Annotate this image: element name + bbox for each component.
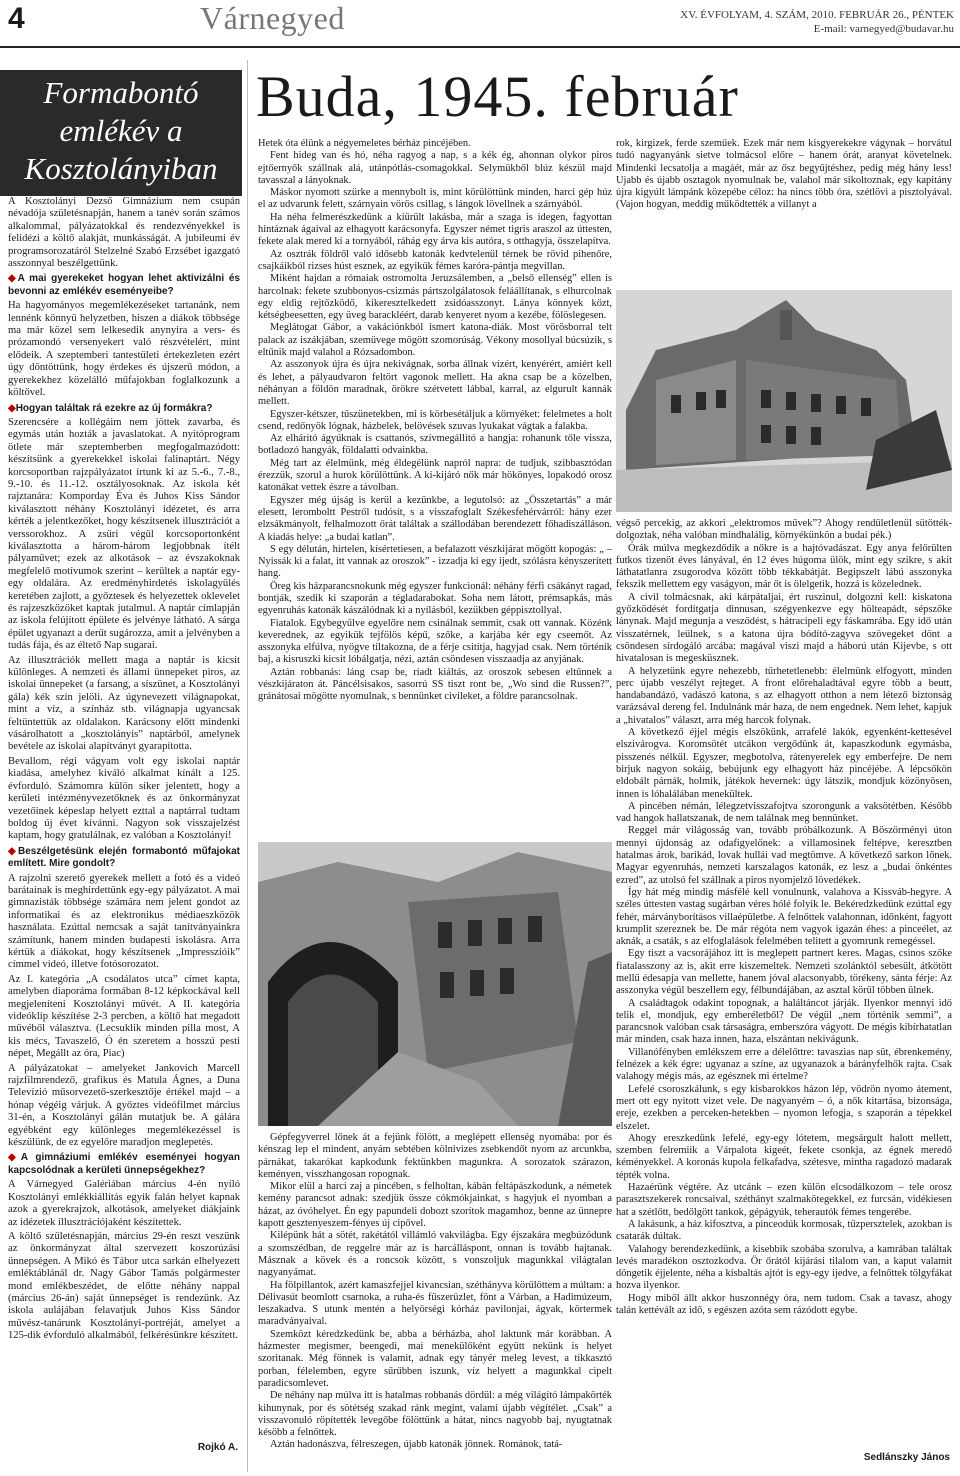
article-headline: Buda, 1945. február xyxy=(256,64,739,129)
sidebar-title-line-1: Formabontó xyxy=(43,75,199,110)
article-paragraph: De néhány nap múlva itt is hatalmas robbanás dördül: a még világító lámpakörték kihunynak, por és sötétség szakad ránk megint, valami újabb végítélet. „Csak” a visszavonuló röpítették levegőbe fölöttünk a hátat, nincs nagyobb baj, nyugtatnak késöbb a felnőttek. xyxy=(258,1390,612,1439)
answer-3c: A pályázatokat – amelyeket Jankovich Marcell rajzfilmrendező, grafikus és Matula Ágnes, a Duna Televízió műsorvezető-szerkesztője értékel majd – a hónap végéig várjuk. A győztes videófilmet március 31-én, a Kosztolányi gálán mutatjuk be. A gálára egyébként egy különleges megemlékezéssel is készülünk, de ez egyelőre maradjon meglepetés. xyxy=(8,1062,240,1149)
article-column-1 xyxy=(258,138,612,838)
article-paragraph: Órák múlva megkezdődik a nőkre is a hajtóvadászat. Egy anya felőrülten futkos tizenöt éves lányával, én 12 éves húgoma ülök, mint egy szikre, s akit láthatatlanra zsugorodva között több tékkabátját. Begipszelt lábú asszonyka fekszik mellettem egy vaságyon, már őt is ölelgetik, hozzá is közelednek. xyxy=(616,542,952,591)
article-paragraph: Egy tiszt a vacsorájához itt is meglepett partnert keres. Magas, csinos szőke fiatalasszony az is, akit erre kiszemeltek. Nemzeti szolánktól sebesült, átkötött mellű édesapja van mellette, hanem jóval alacsonyabb, törékeny, sánta férje: Az asszonyka végül beszellem egy, félbundájában, az asztal körül többen ülnek. xyxy=(616,948,952,997)
article-column-2-top xyxy=(616,138,952,288)
article-paragraph: Fiatalok. Egybegyűlve egyelőre nem csinálnak semmit, csak ott vannak. Közénk keverednek, az egyikük tejfölös képű, szőke, a karjába kér egy cseemőt. Az asszonyka elfúlva, nyögve tiltakozna, de a férje csitítja, hagyjad csak. Nem történik baj, a kisruszki kicsit lóbálgatja, nézi, aztán csöndesen visszaadja az anyjának. xyxy=(258,617,612,666)
article-author: Sedlánszky János xyxy=(863,1452,950,1463)
article-paragraph: Egyszer-kétszer, tűszünetekben, mi is körbesétáljuk a környéket: felelmetes a holt csend, redőnyök lógnak, házbelek, belövések szuvas lyukakat vágtak a falakba. xyxy=(258,408,612,432)
article-paragraph: Aztán hadonászva, félreszegen, újabb katonák jönnek. Románok, tatá- xyxy=(270,1439,563,1451)
paper-name: Várnegyed xyxy=(200,0,345,36)
article-paragraph: Szemközt kéredzkedünk be, abba a bérházba, ahol laktunk már korábban. A házmester megismer, beengedi, mai menekülőként együtt nekünk is helyet szoritanak. Még fönnek is valamit, adnak egy tányér meleg levest, a tikkasztó porban, félelemben, egyre sűrűbben iszunk, víz helyett a magunkkal cipelt paradicsomlevet. xyxy=(258,1328,612,1389)
photo-ruined-arcade xyxy=(258,842,612,1126)
article-paragraph: Kilépünk hát a sötét, rakétától villámló vakvilágba. Egy éjszakára megbúzódunk a szomszédban, de reggelre már az is harcálláspont, onnan is tovább hajtanak. Másznak a kövek és a roncsok között, s vonszoljuk magunkkal világtalan nagyanyámat. xyxy=(258,1230,612,1279)
article-paragraph: A következő éjjel mégis elszökünk, arrafelé lakók, egyenként-kettesével elszivárogva. Koromsötét utcákon vergődünk át, kapaszkodunk egymásba, pisszenés nélkül. Egyszer, megbotolva, rátenyerelek egy emberfejre. De nem birjuk nagyon sokáig, bebújunk egy elhagyott ház pincéjébe. A lépcsőkön eldobált párnák, holmik, játékok hevernek: úgy látszik, mondjuk közönyösen, innen is lóhalálában menekültek. xyxy=(616,727,952,800)
article-paragraph: Meglátogat Gábor, a vakációnkból ismert katona-diák. Most vörösborral telt palack az iszákjában, szemüvege mögött szomorúság. Vékony mosollyal búcsúzik, s eltűnik majd valahol a Rózsadombon. xyxy=(258,322,612,359)
answer-3a: A rajzolni szerető gyerekek mellett a fotó és a videó barátainak is meghirdettünk egy-egy pályázatot. A mai gimnazisták többsége számára nem jelent gondot az informatikai és az elektronikus médiaeszközök használata. Ezúttal nemcsak a saját tanítványainkra számítunk, hanem minden budapesti iskolásra. Arra kértük a diákokat, hogy készítsenek „Impresszióik” címmel videó, illetve fotósorozatot. xyxy=(8,872,240,971)
article-paragraph: Fent hideg van és hó, néha ragyog a nap, s a kék ég, ahonnan olykor piros ejtőernyők szállnak alá, utánpótlás-csomagokkal. Selymükből blúz készül majd tavasszal a lányoknak. xyxy=(258,150,612,186)
article-paragraph: Még tart az élelmünk, még éldegélünk napról napra: de tudjuk, szibbasztódan érezzük, szorul a hurok körülöttünk. A ki-kijáró nők már hökönyes, lopakodó orosz katonákat vettek észre a távolban. xyxy=(258,457,612,494)
article-paragraph: Aztán robbanás: láng csap be, riadt kiáltás, az oroszok sebesen eltűnnek a vészkijáraton át. Páncélsisakos, sasorrú SS tiszt ront be, „Wo sind die Russen?”, gránátosai mögötte nyomulnak, s bennünket civileket, a földre parancsolnak. xyxy=(258,666,612,703)
answer-2a: Szerencsére a kollégáim nem jöttek zavarba, és egymás után hozták a javaslatokat. A nyitóprogram ötlete már szeptemberben megfogalmazódott: készítsünk a gyerekekkel iskolai falinaptárt. Négy korcsoportban rajzpályázatot írtunk ki az 5.-6., 7.-8., 9.-10. és 11.-12. osztályosoknak. Az iskola két rajztanára: Komporday Éva és Juhos Kiss Sándor kiválasztott néhány Kosztolányi idézetet, és arra kérték a jelentkezőket, hogy készítsenek illusztrációt a verssorokhoz. A zsűri végül korcsoportonként kiválasztotta a három-három legjobbnak ítélt pályaművet; ezek az alkotások – az évszakoknak megfelelő motívumok szerint – kerültek a naptár egy-egy oldalára. Az eredményhirdetés iskolagyűlés keretében zajlott, a győztesek és helyezettek oklevelet és rajzeszközöket kaptak jutalmul. A naptár címlapján az iskola felújított épülete és jelvénye látható. A sárga épület ugyanazt a derűt sugározza, amit a jelvényben a tudás fája, és az éltető Nap sugarai. xyxy=(8,416,240,652)
sidebar-title xyxy=(0,70,242,196)
article-paragraph: Így hát még mindig másfélé kell vonulnunk, valahova a Kissváb-hegyre. A széles úttesten vastag sugárban véres hólé folyik le. Bekéredzkedünk ezúttal egy fehér, márványborításos villaépületbe. A felnőttek valahonnan, időnként, fagyott krumplit szereznek be. De már régóta nem vagyok igazán éhes: a pinceélet, az aknák, a csaták, s az elfoglalások felelmében telitett a gyomrunk remegéssel. xyxy=(616,886,952,948)
article-paragraph: Lefelé csoroszkálunk, s egy kisbarokkos házon lép, vödrön nyomo átement, mert ott egy nyitott vizet vele. De nagyanyém – ó, a nők kitartása, bizonsága, ereje, ezekben a perceken-hetekben – nyomon lefogja, s szaporán a tépekkel elszelet. xyxy=(616,1083,952,1132)
article-paragraph: Miként hajdan a rómaiak ostromolta Jeruzsálemben, a „belső ellenség” ellen is harcolnak: fekete szubbonyos-csizmás pártszolgálatosok feláállítanak, s elhurcolnak egy eldig rejtőzködő, kikeresztelkedett zsidóasszonyt. Lánya könnyek közt, kétségbeesetten, egy üveg barackléért, darab kenyeret nyom a kezébe, fölöslegesen. xyxy=(258,273,612,322)
sidebar-signature: Rojkó A. xyxy=(197,1442,238,1453)
article-paragraph: Ha fölpillantok, azért kamaszfejjel kivancsian, széthányva körülöttem a múltam: a Délivasút beomlott csarnoka, a ruha-és fűszerüzlet, fönt a Várban, a Hadimúzeum, leszakadva. S utunk mentén a helyörségi kórház pavilonjai, ágyak, körtermek maradványaival. xyxy=(258,1279,612,1328)
article-paragraph: A családtagok odakint topognak, a haláltáncot járják. Ilyenkor mennyi idő telik el, mondjuk, egy emberéletből? De végül „nem történik semmi”, a parancsnok valóban csak társaságra, emberszóra vágyott. De mégis kibírhatatlan már minden, csak haza innen, haza, elszántan nekivágunk. xyxy=(616,997,952,1046)
article-paragraph: rok, kirgizek, ferde szeműek. Ezek már nem kisgyerekekre vágynak – horvátul tudó nagyanyánk sietve tolmácsol előre – hanem órát, aranyat követelnek. Mindenki lecsatolja a magáét, már az ősz begyűjtéshez, pedig még hány less! Ujabb és újabb osztagok nyomulnak be, valahol már sikoltoznak, egy kapitány újra kigyúlt lámpánk közepébe céloz: ha nincs több óra, szétlövi a pisztolyával. (Vajon hogyan, meddig működtették a villanyt a xyxy=(616,138,952,211)
sidebar-title-line-3: Kosztolányiban xyxy=(24,151,218,186)
question-1: ◆ A mai gyerekeket hogyan lehet aktivizálni és bevonni az emlékév eseményeibe? xyxy=(8,273,240,298)
sidebar-title-line-2: emlékév a xyxy=(59,113,183,148)
article-paragraph: Valahogy berendezkedünk, a kisebbik szobába szorulva, a kamrában találtak levés maradékon osztozkodva. Ör őrától kijárási tilalom van, a kaput valamit döngetik éjjelente, néha a kisbaltás ajtót is egy-egy ijedve, a felnőttek tölgyfákat hozva ilyenkor. xyxy=(616,1243,952,1292)
article-column-1-bottom xyxy=(258,1132,612,1468)
article-paragraph: Gépfegyverrel lőnek át a fejünk fölött, a meglépett ellenség nyomába: por és kénszag lep el mindent, anyám sebtében kölnivizes zsebkendőt nyom az arcunkba, párnákat, takarókat kapkodunk fektünkben magunkra. A sorozatok szárazon, keményen, visszhangosan ropognak. xyxy=(258,1132,612,1180)
masthead xyxy=(0,0,960,48)
article-paragraph: S egy délután, hirtelen, kísértetiesen, a befalazott vészkijárat mögött kopogás: „ – Nyissák ki a falat, itt vannak az oroszok” - izzadja ki egy ijedt, szólásra kényszerített hang. xyxy=(258,543,612,580)
question-3: ◆ Beszélgetésünk elején formabontó műfajokat említett. Mire gondolt? xyxy=(8,846,240,871)
column-divider xyxy=(247,60,248,1472)
answer-2b: Az illusztrációk mellett maga a naptár is kicsit különleges. A nemzeti és állami ünnepeket piros, az iskolai ünnepeket (a farsang, a síszünet, a Kosztolányi gála) kék szín jelöli. Az úgynevezett világnapokat, mint a víz, a színház stb. világnapja ugyancsak feltüntettük az oldalakon. Karácsony előtt mindenki vásárolhatott a „kosztolányis” naptárból, amelynek bevétele az iskolai alapítványt gyarapította. xyxy=(8,654,240,753)
article-paragraph: Mikor elül a harci zaj a pincében, s felholtan, kábán feltápászkodunk, a németek kemény parancsot adnak: szedjük össze cókmókjainkat, s hagyjuk el nyomban a házat, az óvóhelyet. Én egy papundeli dobozt szorítok magamhoz, benne az ünnepre kapott gesztenyeszem-fényes új cipővel. xyxy=(258,1181,612,1230)
article-paragraph: A lakásunk, a ház kifosztva, a pinceodúk kormosak, tűzpersztelek, azokban is csatarák dúltak. xyxy=(616,1218,952,1243)
answer-4b: A költő születésnapján, március 29-én reszt veszünk az önkormányzat által szervezett koszorúzási ünnepségen. A Mikó és Tábor utca sarkán elhelyezett emléktáblánál dr. Nagy Gábor Tamás polgármester mond emlékbeszédet, de előtte néhány nappal (március 26-án) saját ünnepséget is rendezünk. Az iskola aulájában felavatjuk Juhos Kiss Sándor művész-tanárunk Kosztolányi-portréját, amelyet a 125-dik évforduló alkalmából, felkérésünkre készített. xyxy=(8,1230,240,1342)
article-paragraph: A civil tolmácsnak, aki kárpátaljai, ért ruszinul, dolgozni kell: kiskatona győzködését fordítgatja dinnusan, szégyenkezve egy hölteapádt, sépszőke lánynak. Majd megunja a vesződést, s hátracipeli egy fáskamrába. Egy idő után visszatérnek, leülnek, s a katona újra bódító-zagyva szövegeket dönt a csöndesen sírdogáló arcába: magával viszi majd a háború után Kijevbe, s ott hivatalosan is megesküsznek. xyxy=(616,591,952,665)
issue-line: XV. ÉVFOLYAM, 4. SZÁM, 2010. FEBRUÁR 26., PÉNTEK xyxy=(680,9,954,21)
article-paragraph: Ha néha felmerészkedünk a kiürült lakásba, már a szaga is idegen, fagyottan hintáznak ágaival az elhagyott karácsonyfa. Egyszer német tigris araszol az úttesten, fekete alak mered ki a tornyából, ráhág egy árva kis autóra, s otthagyja, összelapítva. xyxy=(258,211,612,248)
article-paragraph: A pincében némán, lélegzetvisszafojtva szorongunk a vaksötétben. Később vad hangok hallatszanak, de nem találnak meg bennünket. xyxy=(616,800,952,825)
masthead-rule xyxy=(0,46,960,48)
sidebar-intro: A Kosztolányi Dezső Gimnázium nem csupán névadója születésnapján, hanem a tanév során számos alkalommal, pályázatokkal és rendezvényekkel is felidézi a költő alakját, munkásságát. A jubileumi év programsorozatáról Stelzelné Szabó Erzsébet igazgató asszonnyal beszélgettünk. xyxy=(8,196,240,270)
article-paragraph: A helyzetünk egyre nehezebb, tűrhetetlenebb: élelmünk elfogyott, minden perc újabb veszélyt rejteget. A front előrehaladtával egyre több a beutt, handabandázó, vadászó katona, s az elhagyott otthon a nem létező biztonság varázsával dereng fel. Indulnánk már haza, de nem engednek. Nem lehet, kapjuk a „hivatalos” választ, arra még harcok folynak. xyxy=(616,665,952,726)
article-paragraph: Hetek óta élünk a négyemeletes bérház pincéjében. xyxy=(258,138,471,149)
sidebar-text xyxy=(8,196,240,1345)
article-paragraph: Reggel már világosság van, tovább próbálkozunk. A Böszörményi úton mennyi újdonság az odafigyelőnek: a villamosinek feltépve, keresztben hatalmas árok, barikád, lovak hullái vad megtömve. A következő sarkon lőnek. Magyar egyenruhás, nemzeti karszalagos katonák, ez lesz a „budai önkéntes ezred”, az utolsó fel szállnak a piros nyomjelző lövedékek. xyxy=(616,825,952,886)
email-line[interactable]: E-mail: varnegyed@budavar.hu xyxy=(813,23,954,35)
article-paragraph: Az asszonyok újra és újra nekivágnak, sorba állnak vízért, kenyérért, amiért kell és lehet, a pályaudvaron feltört vagonok mellett. Ha akna csap be a közelben, néhányan a földön maradnak, örökre szétvetett lábbal, karral, az elgurult kannák mellett. xyxy=(258,359,612,408)
article-paragraph: Az elhárító ágyúknak is csattanós, szívmegállító a hangja: rohanunk tőle vissza, botladozó hangyák, földalatti odvainkba. xyxy=(258,433,612,457)
answer-1: Ha hagyományos megemlékezéseket tartanánk, nem lennénk könnyű helyzetben, hiszen a diákok többsége ma már közel sem lelkesedik anynyira a vers- és prózamondó versenyekert való részvételért, mint elődeik. A szeptemberi tantestületi értekezleten ezért úgy döntöttünk, hogy érdekes és újszerű módon, a gyerekekhez közelálló műfajokban foglalkozunk a költővel. xyxy=(8,300,240,399)
article-paragraph: Hogy miből állt akkor huszonnégy óra, nem tudom. Csak a tavasz, ahogy talán kettévált az idő, s egészen azóta sem rázódott egybe. xyxy=(616,1292,952,1316)
answer-4a: A Várnegyed Galériában március 4-én nyíló Kosztolányi emlékkiállítás egyik falán helyet kapnak azok a gyerekrajzok, alkotások, amelyeket diákjaink az idézetek illusztrációjaként készítettek. xyxy=(8,1179,240,1228)
photo-ruined-building xyxy=(616,290,952,512)
article-column-2-bottom xyxy=(616,518,952,1448)
article-paragraph: végső percekig, az akkori „elektromos művek”? Ahogy rendületlenül sütötték-dolgoztak, néha valóban mindhalálig, környékünkön a budai pék.) xyxy=(616,518,952,542)
article-paragraph: Hazaérünk végtére. Az utcánk – ezen külön elcsodálkozom – tele orosz parasztszekerek roncsaival, széthányt szalmakötegekkel, ez furcsán, vidékiesen hat a szétlőtt, bedőlgött tankok, gépágyúk, teherautók fémes tengerébe. xyxy=(616,1182,952,1218)
question-4: ◆ A gimnáziumi emlékév eseményei hogyan kapcsolódnak a kerületi ünnepségekhez? xyxy=(8,1152,240,1177)
article-paragraph: Ahogy ereszkedünk lefelé, egy-egy lótetem, megsárgult halott mellett, szemben felremiik a Várpalota kigeét, fekete csonkja, az égnek meredő kéményekkel. A koronás kupola felkafadva, szétesve, mintha ragadozó madarak tépték volna. xyxy=(616,1132,952,1181)
question-2: ◆ Hogyan találtak rá ezekre az új formákra? xyxy=(8,403,240,415)
issue-info xyxy=(680,8,954,36)
answer-3b: Az I. kategória „A csodálatos utca” címet kapta, amelyben diaporáma formában 8-12 képkockával kell megjeleníteni Kosztolányi művét. A II. kategória videóklip készítése 2-3 percben, a költő hat megadott művéből választva. (Lecsuklik minden pilla most, A kis mécs, Tavaszelő, Ó én szeretem a hosszú pesti népet, Megállt az óra, Piac) xyxy=(8,973,240,1060)
sidebar xyxy=(0,60,244,1472)
article-paragraph: Villanófényben emlékszem erre a délelőttre: tavaszias nap süt, ébrenkemény, felnézek a kék égre: ugyanaz a színe, az ugyanazok a bárányfelhők rajta. Csak valahogy mégis más, az egésznek mi értelme? xyxy=(616,1046,952,1083)
article-paragraph: Az osztrák földről való idősebb katonák kedvtelenül térnek be rövid pihenőre, csajkáikból rizses húst esznek, az egyikük fémes karóra-pántja megvillan. xyxy=(258,248,612,272)
article-paragraph: Máskor nyomott szürke a mennybolt is, mint körülöttünk minden, harci gép húz el az udvarunk felett, szárnyain vörös csillag, s lángok lövellnek a szárnyából. xyxy=(258,187,612,211)
article-paragraph: Öreg kis házparancsnokunk még egyszer funkcionál: néhány férfi csákányt ragad, bontják, szedik ki szaporán a tégladarabokat. Soha nem látott, prémsapkás, más egyenruhás katonák kászálódnak ki a nyílásból, kezükben géppisztollyal. xyxy=(258,580,612,617)
answer-2c: Bevallom, régi vágyam volt egy iskolai naptár kiadása, amelyhez kiváló alkalmat kínált a 125. évforduló. Számomra külön siker jelentett, hogy a kerületi intézményvezetőknek és az önkormányzat vezetőinek képeslap helyett ezttal a naptárral tudtam boldog új évet kívánni. Nagyon sok visszajelzést kaptam, hogy gratulálnak, ez valóban a Kosztolányi! xyxy=(8,755,240,842)
page-number: 4 xyxy=(8,2,25,35)
article-paragraph: Egyszer még újság is kerül a kezünkbe, a legutolsó: az „Összetartás” a már elesett, leromboltt Pestről tudósít, s a visszafoglalt Székesfehérvárról: hány ezer elzsákmányolt, felhalmozott őrát találtak a szállodában berendezett főhadiszálláson. A kiadás helye: „a budai katlan”. xyxy=(258,494,612,543)
